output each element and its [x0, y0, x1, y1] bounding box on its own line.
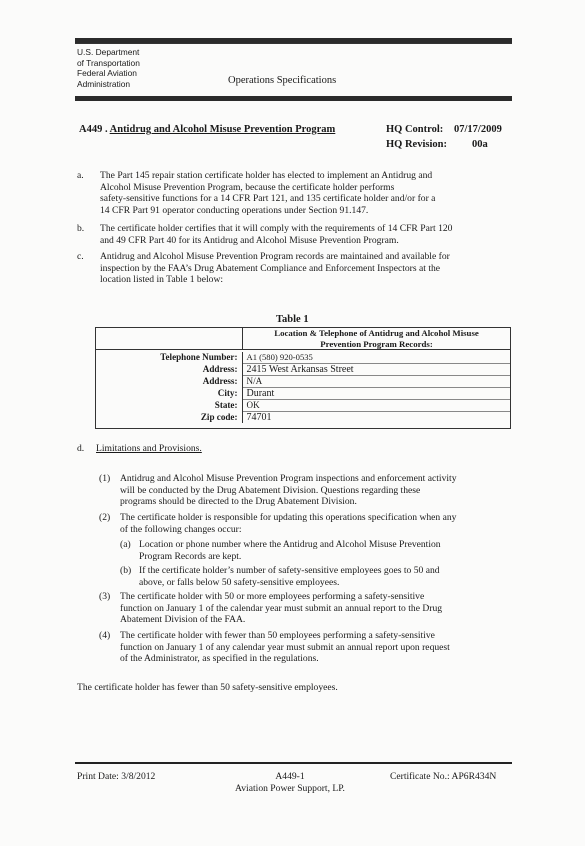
- print-date: Print Date: 3/8/2012: [77, 771, 156, 782]
- item-line: The certificate holder with fewer than 50 employees performing a safety-sensitive: [120, 630, 435, 641]
- item-line: If the certificate holder’s number of safety-sensitive employees goes to 50 and: [139, 565, 440, 576]
- paragraph-label: c.: [77, 251, 84, 262]
- department-block: [77, 47, 197, 89]
- paragraph-label: b.: [77, 223, 85, 234]
- item-line: The certificate holder is responsible for updating this operations specification when any: [120, 512, 457, 523]
- table-body: [96, 352, 510, 423]
- table-key: City:: [96, 388, 242, 400]
- table-value: OK: [242, 400, 510, 412]
- item-line: function on January 1 of the calendar year must submit an annual report to the Drug: [120, 602, 443, 614]
- paragraph-line: 14 CFR Part 91 operator conducting operations under Section 91.147.: [100, 204, 369, 216]
- closing-statement: The certificate holder has fewer than 50 safety-sensitive employees.: [77, 682, 338, 693]
- table-value: A1 (580) 920-0535: [242, 352, 510, 364]
- hq-revision-label: HQ Revision:: [386, 139, 447, 150]
- item-line: Location or phone number where the Antidrug and Alcohol Misuse Prevention: [139, 539, 441, 550]
- table-key: Address:: [96, 376, 242, 388]
- item-number: (b): [120, 565, 132, 576]
- company-name: Aviation Power Support, LP.: [235, 783, 345, 794]
- item-line: Abatement Division of the FAA.: [120, 614, 246, 626]
- table-key: Telephone Number:: [96, 352, 242, 364]
- paragraph-line: location listed in Table 1 below:: [100, 274, 224, 286]
- limitation-subitem: [139, 565, 440, 588]
- table-key: State:: [96, 400, 242, 412]
- table-row: [96, 388, 510, 400]
- section-title: Antidrug and Alcohol Misuse Prevention Program: [109, 124, 336, 135]
- department-line: of Transportation: [77, 57, 140, 68]
- item-line: function on January 1 of any calendar year must submit an annual report upon request: [120, 641, 450, 653]
- item-number: (a): [120, 539, 131, 550]
- table-row: [96, 364, 510, 376]
- item-line: of the Administrator, as specified in the regulations.: [120, 653, 319, 665]
- item-number: (3): [99, 591, 111, 602]
- footer-center: [200, 771, 380, 795]
- table-key: Zip code:: [96, 412, 242, 424]
- header-top-rule: [75, 43, 512, 44]
- paragraph-a: [100, 170, 435, 216]
- limitations-heading: Limitations and Provisions.: [96, 443, 202, 454]
- item-line: Antidrug and Alcohol Misuse Prevention Program inspections and enforcement activity: [120, 473, 457, 484]
- table-value: Durant: [242, 388, 510, 400]
- item-line: programs should be directed to the Drug Abatement Division.: [120, 496, 357, 508]
- table-caption: Table 1: [276, 314, 309, 325]
- department-line: Federal Aviation: [77, 68, 137, 79]
- paragraph-line: Alcohol Misuse Prevention Program, because the certificate holder performs: [100, 181, 395, 193]
- item-line: above, or falls below 50 safety-sensitive employees.: [139, 576, 340, 588]
- item-number: (1): [99, 473, 111, 484]
- hq-revision-value: 00a: [472, 139, 488, 150]
- limitation-item: [120, 591, 442, 626]
- table-1: [95, 327, 511, 429]
- limitation-subitem: [139, 539, 441, 562]
- hq-control-label: HQ Control:: [386, 124, 444, 135]
- limitation-item: [120, 512, 456, 535]
- department-line: U.S. Department: [77, 47, 140, 57]
- department-line: Administration: [77, 78, 131, 89]
- paragraph-label: a.: [77, 170, 84, 181]
- limitation-item: [120, 473, 457, 508]
- item-number: (4): [99, 630, 111, 641]
- footer-rule: [75, 762, 512, 764]
- paragraph-line: inspection by the FAA’s Drug Abatement Compliance and Enforcement Inspectors at the: [100, 262, 441, 274]
- hq-control-value: 07/17/2009: [454, 124, 502, 135]
- table-row: [96, 376, 510, 388]
- table-divider: [96, 349, 510, 350]
- table-value: 2415 West Arkansas Street: [242, 364, 510, 376]
- table-row: [96, 400, 510, 412]
- paragraph-line: safety-sensitive functions for a 14 CFR Part 121, and 135 certificate holder and/or for a: [100, 193, 436, 205]
- table-header: [242, 328, 510, 350]
- paragraph-line: The certificate holder certifies that it will comply with the requirements of 14 CFR Part 120: [100, 223, 453, 234]
- item-line: The certificate holder with 50 or more employees performing a safety-sensitive: [120, 591, 425, 602]
- paragraph-label: d.: [77, 443, 85, 454]
- table-header-line: Prevention Program Records:: [320, 338, 433, 349]
- section-heading: [79, 124, 335, 135]
- header-bottom-bar: [75, 96, 512, 101]
- paragraph-line: Antidrug and Alcohol Misuse Prevention Program records are maintained and available for: [100, 251, 450, 262]
- table-value: 74701: [246, 412, 272, 423]
- table-row: [96, 352, 510, 364]
- paragraph-line: The Part 145 repair station certificate holder has elected to implement an Antidrug and: [100, 170, 433, 181]
- section-code: A449 .: [79, 124, 110, 135]
- paragraph-b: [100, 223, 452, 246]
- table-header-line: Location & Telephone of Antidrug and Alcohol Misuse: [274, 328, 479, 338]
- item-line: Program Records are kept.: [139, 550, 242, 562]
- certificate-number: Certificate No.: AP6R434N: [390, 771, 497, 782]
- paragraph-line: and 49 CFR Part 40 for its Antidrug and Alcohol Misuse Prevention Program.: [100, 234, 399, 246]
- document-title: Operations Specifications: [228, 75, 337, 86]
- table-key: Address:: [96, 364, 242, 376]
- page-id: A449-1: [275, 771, 305, 782]
- limitation-item: [120, 630, 450, 665]
- table-value: N/A: [242, 376, 510, 388]
- item-line: will be conducted by the Drug Abatement Division. Questions regarding these: [120, 484, 421, 496]
- item-number: (2): [99, 512, 111, 523]
- table-row: [96, 412, 510, 424]
- item-line: of the following changes occur:: [120, 523, 242, 535]
- paragraph-c: [100, 251, 450, 286]
